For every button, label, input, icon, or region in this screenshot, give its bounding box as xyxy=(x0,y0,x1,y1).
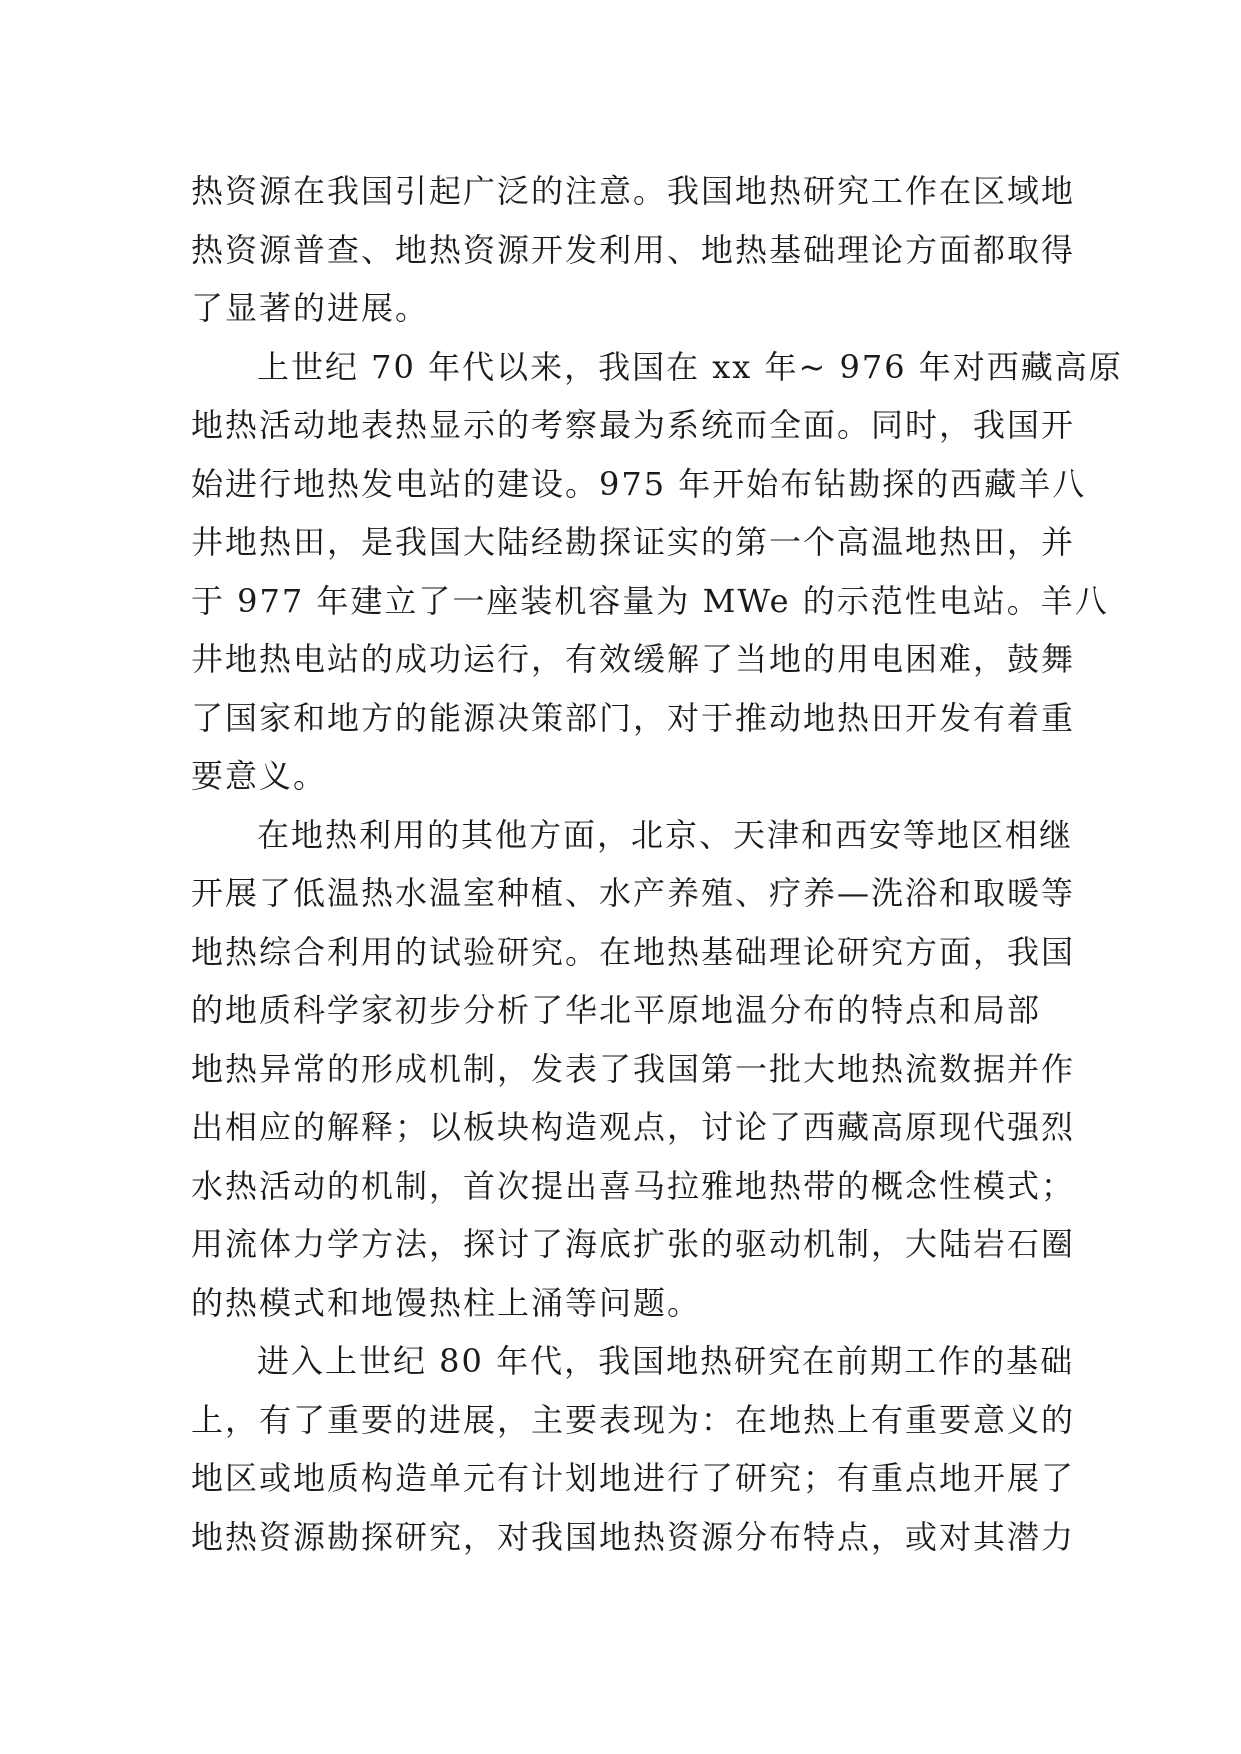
paragraph-start-line: 进入上世纪 80 年代，我国地热研究在前期工作的基础 xyxy=(257,1342,1075,1380)
text-line: 了国家和地方的能源决策部门，对于推动地热田开发有着重 xyxy=(191,698,1076,737)
text-line: 井地热田，是我国大陆经勘探证实的第一个高温地热田，并 xyxy=(191,523,1076,561)
text-line: 了显著的进展。 xyxy=(191,289,430,327)
body-text xyxy=(191,162,1123,1566)
text-line: 始进行地热发电站的建设。975 年开始布钻勘探的西藏羊八 xyxy=(191,464,1087,503)
text-line: 开展了低温热水温室种植、水产养殖、疗养—洗浴和取暖等 xyxy=(191,874,1076,912)
paragraph-start-line: 在地热利用的其他方面，北京、天津和西安等地区相继 xyxy=(257,815,1074,854)
text-line: 用流体力学方法，探讨了海底扩张的驱动机制，大陆岩石圈 xyxy=(191,1225,1076,1263)
text-line: 热资源普查、地热资源开发利用、地热基础理论方面都取得 xyxy=(191,230,1076,269)
text-line: 热资源在我国引起广泛的注意。我国地热研究工作在区域地 xyxy=(191,172,1076,210)
text-line: 井地热电站的成功运行，有效缓解了当地的用电困难，鼓舞 xyxy=(191,640,1076,678)
text-line: 地热异常的形成机制，发表了我国第一批大地热流数据并作 xyxy=(191,1049,1076,1088)
text-line: 的地质科学家初步分析了华北平原地温分布的特点和局部 xyxy=(191,991,1042,1029)
text-line: 要意义。 xyxy=(191,757,328,795)
text-line: 的热模式和地馒热柱上涌等问题。 xyxy=(191,1283,702,1322)
text-line: 于 977 年建立了一座装机容量为 MWe 的示范性电站。羊八 xyxy=(191,581,1109,620)
text-line: 地区或地质构造单元有计划地进行了研究；有重点地开展了 xyxy=(191,1459,1076,1497)
paragraph-start-line: 上世纪 70 年代以来，我国在 xx 年~ 976 年对西藏高原 xyxy=(257,347,1123,386)
text-line: 地热活动地表热显示的考察最为系统而全面。同时，我国开 xyxy=(191,406,1076,444)
text-line: 出相应的解释；以板块构造观点，讨论了西藏高原现代强烈 xyxy=(191,1108,1076,1146)
text-line: 上，有了重要的进展，主要表现为：在地热上有重要意义的 xyxy=(191,1400,1076,1439)
text-line: 水热活动的机制，首次提出喜马拉雅地热带的概念性模式； xyxy=(191,1166,1076,1205)
text-line: 地热资源勘探研究，对我国地热资源分布特点，或对其潜力 xyxy=(191,1517,1076,1556)
text-line: 地热综合利用的试验研究。在地热基础理论研究方面，我国 xyxy=(191,932,1076,971)
